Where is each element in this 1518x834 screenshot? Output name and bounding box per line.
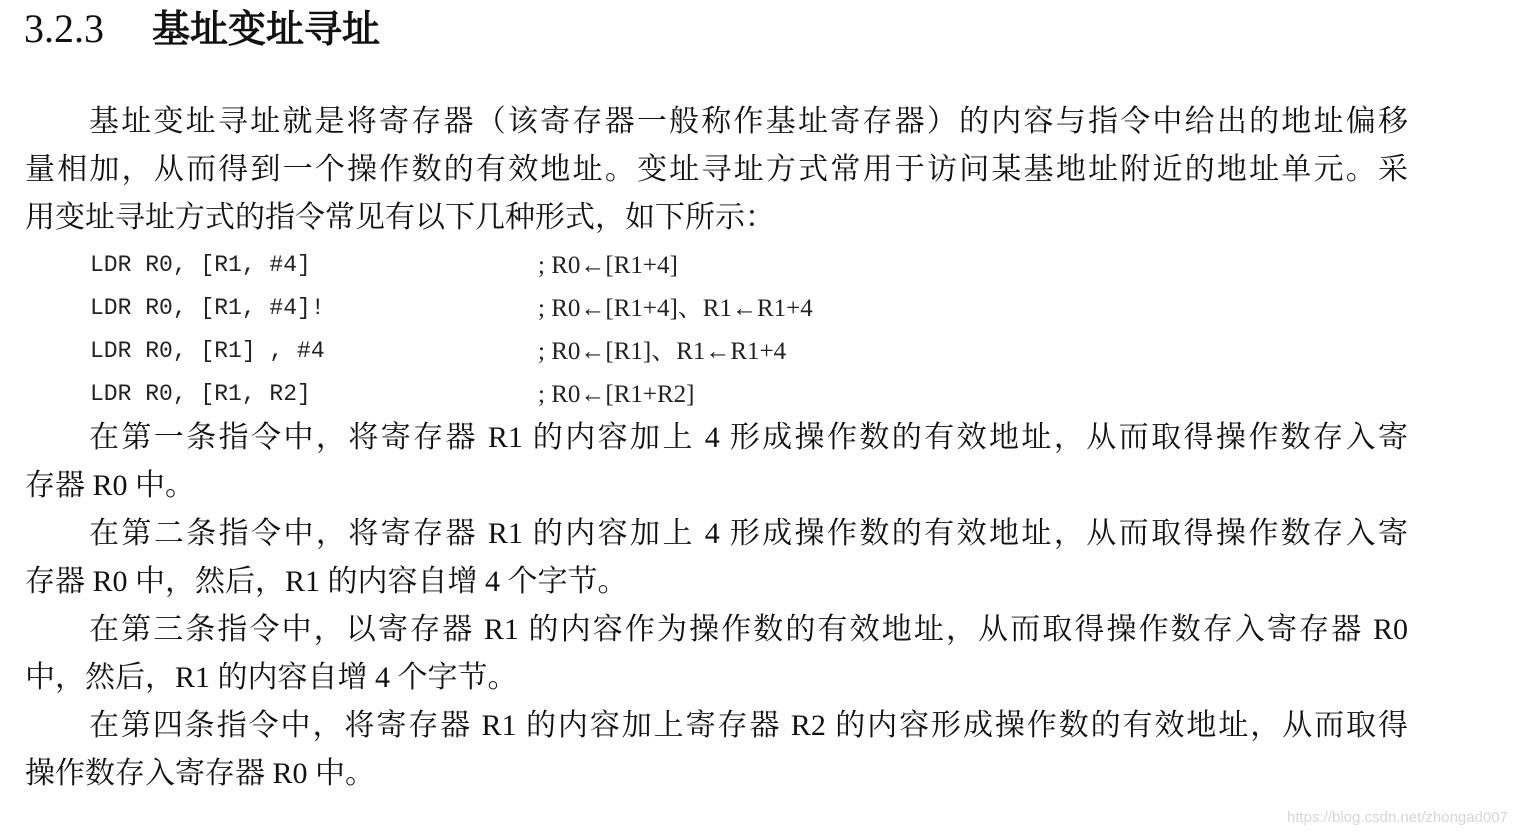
code-row [90, 373, 695, 416]
code-row [90, 330, 787, 373]
code-comment: ; R0←[R1+R2] [538, 381, 695, 408]
text-line: 在第一条指令中，将寄存器 R1 的内容加上 4 形成操作数的有效地址，从而取得操作数存入寄 [89, 421, 1408, 454]
code-instruction: LDR R0, [R1, #4]! [90, 295, 325, 321]
code-comment: ; R0←[R1+4] [538, 252, 678, 279]
code-row [90, 287, 813, 330]
code-instruction: LDR R0, [R1, R2] [90, 381, 311, 407]
text-line: 中，然后，R1 的内容自增 4 个字节。 [25, 661, 518, 694]
code-comment: ; R0←[R1+4]、R1←R1+4 [538, 295, 813, 322]
text-line: 在第二条指令中，将寄存器 R1 的内容加上 4 形成操作数的有效地址，从而取得操作数存入寄 [89, 517, 1408, 550]
text-line: 在第四条指令中，将寄存器 R1 的内容加上寄存器 R2 的内容形成操作数的有效地址，从而取得 [89, 709, 1408, 742]
text-line: 操作数存入寄存器 R0 中。 [25, 757, 376, 790]
intro-paragraph [25, 98, 1408, 242]
text-line: 存器 R0 中，然后，R1 的内容自增 4 个字节。 [25, 565, 628, 598]
text-line: 量相加，从而得到一个操作数的有效地址。变址寻址方式常用于访问某基地址附近的地址单元。采 [25, 153, 1408, 186]
text-line: 在第三条指令中，以寄存器 R1 的内容作为操作数的有效地址，从而取得操作数存入寄存器 R0 [89, 613, 1408, 646]
code-instruction: LDR R0, [R1] , #4 [90, 338, 325, 364]
code-listing [90, 244, 813, 416]
text-line: 存器 R0 中。 [25, 469, 196, 502]
code-instruction: LDR R0, [R1, #4] [90, 252, 311, 278]
code-comment: ; R0←[R1]、R1←R1+4 [538, 338, 787, 365]
watermark: https://blog.csdn.net/zhongad007 [1286, 809, 1508, 826]
code-row [90, 244, 678, 287]
section-number: 3.2.3 [24, 6, 104, 51]
section-title: 基址变址寻址 [152, 7, 381, 51]
section-heading [24, 6, 380, 52]
text-line: 用变址寻址方式的指令常见有以下几种形式，如下所示： [25, 201, 775, 234]
text-line: 基址变址寻址就是将寄存器（该寄存器一般称作基址寄存器）的内容与指令中给出的地址偏移 [89, 105, 1408, 138]
explanation-paragraphs [25, 414, 1408, 798]
